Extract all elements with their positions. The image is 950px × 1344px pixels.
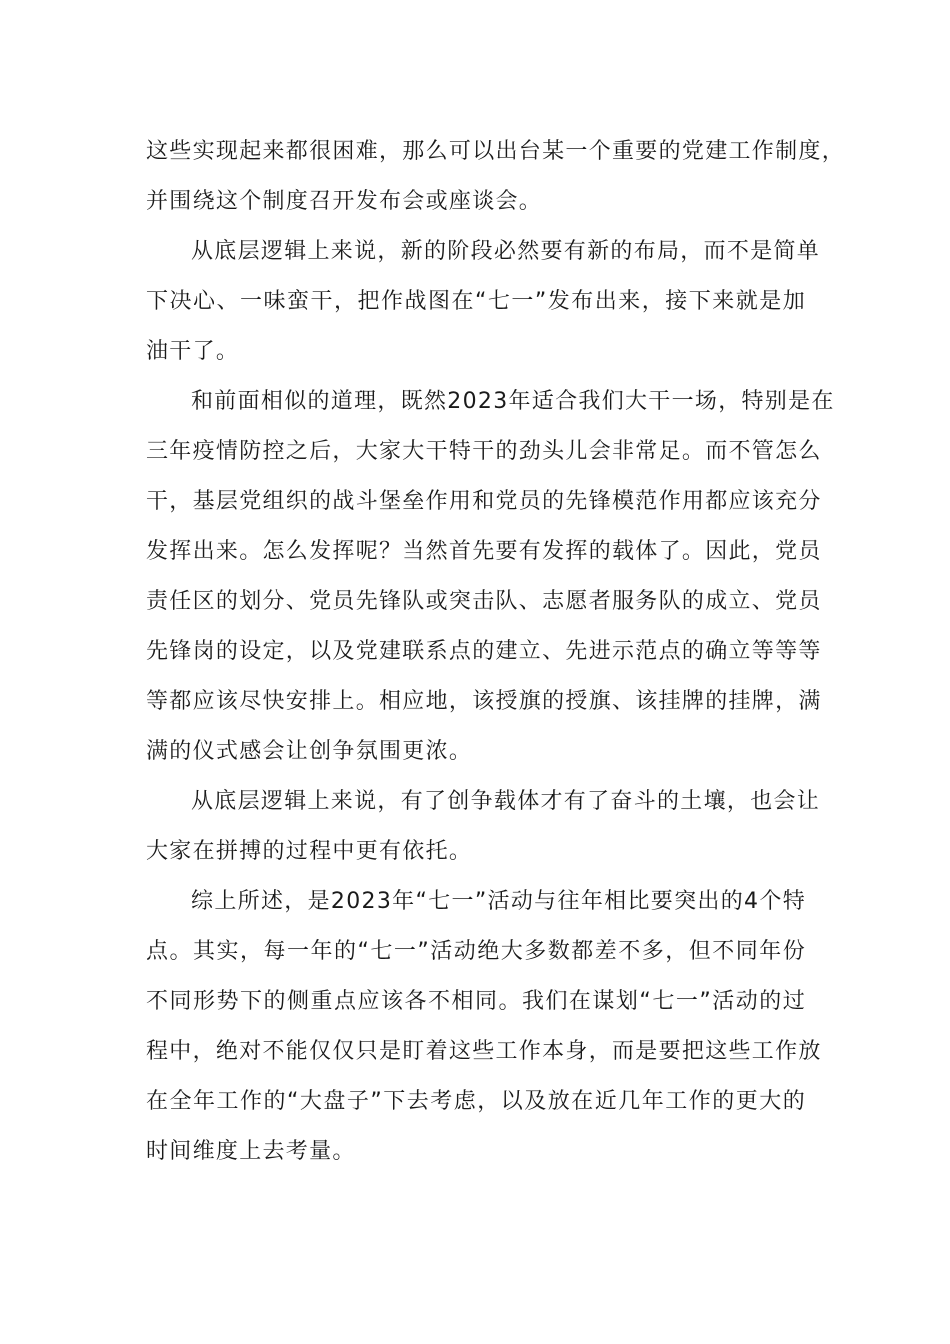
text-line: 点。其实，每一年的“七一”活动绝大多数都差不多，但不同年份 bbox=[146, 939, 806, 964]
paragraph-2 bbox=[146, 227, 821, 377]
text-line: 发挥出来。怎么发挥呢？当然首先要有发挥的载体了。因此，党员 bbox=[146, 539, 822, 564]
paragraph-3 bbox=[146, 377, 835, 777]
text-line: 等都应该尽快安排上。相应地，该授旗的授旗、该挂牌的挂牌，满 bbox=[146, 689, 822, 714]
text-line: 干，基层党组织的战斗堡垒作用和党员的先锋模范作用都应该充分 bbox=[146, 489, 822, 514]
text-line: 油干了。 bbox=[146, 339, 240, 364]
text-line: 从底层逻辑上来说，新的阶段必然要有新的布局，而不是简单 bbox=[191, 239, 821, 264]
paragraph-4 bbox=[146, 777, 821, 877]
text-line: 先锋岗的设定，以及党建联系点的建立、先进示范点的确立等等等 bbox=[146, 639, 822, 664]
text-line: 满的仪式感会让创争氛围更浓。 bbox=[146, 739, 473, 764]
text-line: 程中，绝对不能仅仅只是盯着这些工作本身，而是要把这些工作放 bbox=[146, 1039, 822, 1064]
text-line: 大家在拼搏的过程中更有依托。 bbox=[146, 839, 473, 864]
text-line: 三年疫情防控之后，大家大干特干的劲头儿会非常足。而不管怎么 bbox=[146, 439, 822, 464]
document-page bbox=[146, 127, 846, 1177]
text-line: 责任区的划分、党员先锋队或突击队、志愿者服务队的成立、党员 bbox=[146, 589, 822, 614]
paragraph-5 bbox=[146, 877, 822, 1177]
text-line: 下决心、一味蛮干，把作战图在“七一”发布出来，接下来就是加 bbox=[146, 289, 806, 314]
text-line: 综上所述，是2023年“七一”活动与往年相比要突出的4个特 bbox=[191, 889, 806, 914]
text-line: 这些实现起来都很困难，那么可以出台某一个重要的党建工作制度， bbox=[146, 139, 846, 164]
text-line: 时间维度上去考量。 bbox=[146, 1139, 356, 1164]
text-line: 在全年工作的“大盘子”下去考虑，以及放在近几年工作的更大的 bbox=[146, 1089, 806, 1114]
text-line: 从底层逻辑上来说，有了创争载体才有了奋斗的土壤，也会让 bbox=[191, 789, 821, 814]
text-line: 和前面相似的道理，既然2023年适合我们大干一场，特别是在 bbox=[191, 389, 835, 414]
text-line: 并围绕这个制度召开发布会或座谈会。 bbox=[146, 189, 543, 214]
paragraph-1 bbox=[146, 127, 846, 227]
text-line: 不同形势下的侧重点应该各不相同。我们在谋划“七一”活动的过 bbox=[146, 989, 806, 1014]
